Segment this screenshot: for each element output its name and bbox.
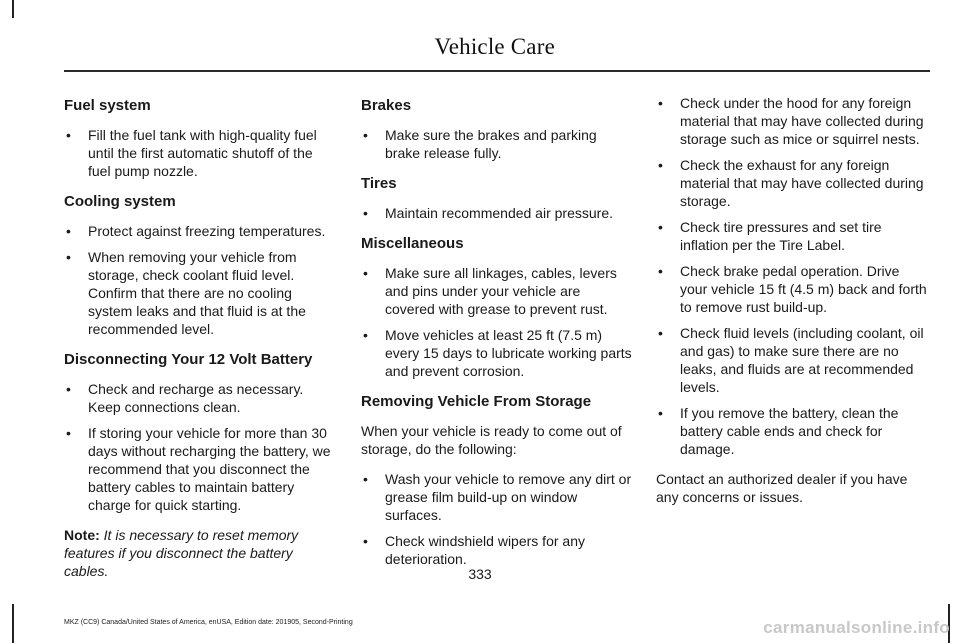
brakes-list [361,126,633,162]
section-heading-removing-vehicle: Removing Vehicle From Storage [361,393,592,410]
bullet-icon: • [658,405,663,421]
bullet-icon: • [66,425,71,441]
storage-check-list [656,94,928,458]
column-middle [361,94,633,580]
bullet-icon: • [658,263,663,279]
list-item: • Make sure the brakes and parking brake release fully. [363,127,597,161]
list-item: • If storing your vehicle for more than 30 days without recharging the battery, we recommend that you disconnect the battery cables to maintain battery charge for quick starting. [66,425,331,513]
page-title: Vehicle Care [434,34,555,59]
list-item: • Check the exhaust for any foreign material that may have collected during storage. [658,157,924,209]
list-item: • Make sure all linkages, cables, levers and pins under your vehicle are covered with grease to prevent rust. [363,265,617,317]
edition-footer: MKZ (CC9) Canada/United States of America, enUSA, Edition date: 201905, Second-Printing [64,619,353,626]
list-item: • Check fluid levels (including coolant, oil and gas) to make sure there are no leaks, and fluids are at recommended levels. [658,325,924,395]
list-item: • Check tire pressures and set tire inflation per the Tire Label. [658,219,882,253]
bullet-icon: • [66,127,71,143]
column-right [656,94,928,518]
list-item: • Check under the hood for any foreign material that may have collected during storage such as mice or squirrel nests. [658,95,924,147]
list-item: • Check and recharge as necessary. Keep connections clean. [66,381,304,415]
header-divider [64,70,930,72]
removing-intro-paragraph: When your vehicle is ready to come out of storage, do the following: [361,423,622,457]
section-heading-tires: Tires [361,175,397,192]
battery-list [64,380,336,514]
tires-list [361,204,633,222]
list-item: • Move vehicles at least 25 ft (7.5 m) every 15 days to lubricate working parts and prevent corrosion. [363,327,632,379]
bullet-icon: • [363,127,368,143]
note-label: Note: [64,527,100,543]
section-heading-miscellaneous: Miscellaneous [361,235,464,252]
bullet-icon: • [363,471,368,487]
note-text: It is necessary to reset memory features if you disconnect the battery cables. [64,527,299,579]
bullet-icon: • [658,95,663,111]
list-item: • Maintain recommended air pressure. [363,205,613,221]
column-left [64,94,336,592]
section-heading-brakes: Brakes [361,97,412,114]
bullet-icon: • [66,381,71,397]
list-item: • Check windshield wipers for any deterioration. [363,533,585,567]
bullet-icon: • [363,205,368,221]
bullet-icon: • [363,265,368,281]
crop-mark-top-left [12,0,14,18]
bullet-icon: • [66,223,71,239]
cooling-system-list [64,222,336,338]
bullet-icon: • [658,219,663,235]
crop-mark-bottom-left [12,604,14,643]
section-heading-disconnecting-battery: Disconnecting Your 12 Volt Battery [64,351,313,368]
section-heading-cooling-system: Cooling system [64,193,176,210]
list-item: • Wash your vehicle to remove any dirt or grease film build-up on window surfaces. [363,471,632,523]
page-number: 333 [468,566,492,582]
bullet-icon: • [363,533,368,549]
list-item: • If you remove the battery, clean the battery cable ends and check for damage. [658,405,899,457]
bullet-icon: • [363,327,368,343]
closing-paragraph: Contact an authorized dealer if you have any concerns or issues. [656,471,908,505]
watermark: carmanualsonline.info [763,618,950,637]
miscellaneous-list [361,264,633,380]
fuel-system-list [64,126,336,180]
bullet-icon: • [658,157,663,173]
list-item: • Protect against freezing temperatures. [66,223,326,239]
bullet-icon: • [658,325,663,341]
removing-list [361,470,633,568]
section-heading-fuel-system: Fuel system [64,97,151,114]
list-item: • Check brake pedal operation. Drive your vehicle 15 ft (4.5 m) back and forth to remove rust build-up. [658,263,927,315]
bullet-icon: • [66,249,71,265]
list-item: • When removing your vehicle from storage, check coolant fluid level. Confirm that there are no cooling system leaks and that fluid is at the recommended level. [66,249,306,337]
list-item: • Fill the fuel tank with high-quality fuel until the first automatic shutoff of the fuel pump nozzle. [66,127,317,179]
